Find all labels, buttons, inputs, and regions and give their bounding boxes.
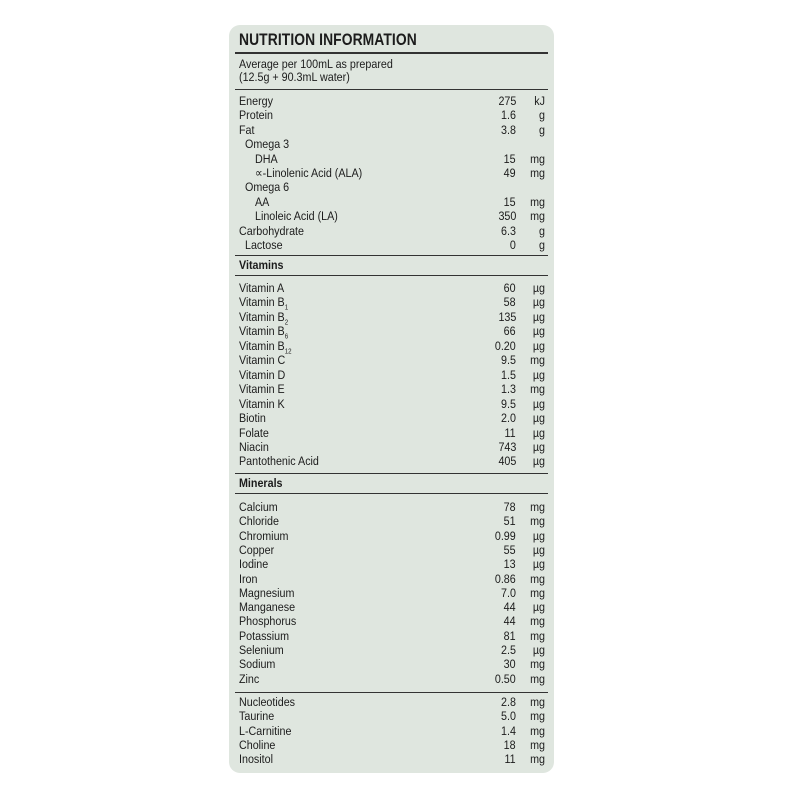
nutrient-value: 55 [504,542,516,557]
nutrient-name-text: Vitamin B [239,295,285,310]
nutrient-subscript: 6 [284,333,289,341]
nutrient-name [239,295,289,312]
nutrient-unit: g [539,238,545,252]
nutrient-name [255,166,362,180]
nutrient-name [239,709,274,723]
nutrient-value: 5.0 [501,709,516,724]
nutrient-unit: mg [530,752,545,767]
nutrient-name-text: Manganese [239,600,296,615]
nutrient-name [239,368,285,382]
nutrient-name-text: Choline [239,737,276,752]
nutrient-name [239,672,259,686]
nutrient-name-text: Calcium [239,500,278,514]
nutrient-name [239,738,275,752]
nutrient-row [229,572,554,586]
nutrient-value: 6.3 [501,223,516,238]
nutrient-name [239,695,295,709]
nutrient-name-text: Protein [239,108,273,123]
nutrient-name-text: Vitamin D [239,367,286,382]
nutrient-name-text: Sodium [239,657,276,672]
nutrient-name [239,224,304,238]
nutrient-unit: g [539,108,545,123]
nutrient-name-text: Pantothenic Acid [239,454,319,469]
nutrient-unit: µg [532,396,545,411]
nutrient-name-text: Vitamin A [239,281,285,295]
nutrient-name-text: Magnesium [239,585,295,600]
nutrient-row [229,324,554,341]
nutrient-name [239,440,269,454]
nutrient-value: 0.99 [495,528,516,543]
nutrient-name-text: Selenium [239,643,284,657]
nutrient-unit: µg [532,542,545,557]
nutrient-name-text: Folate [239,425,269,440]
nutrient-row [229,709,554,723]
nutrient-value: 1.4 [501,723,516,738]
nutrient-value: 49 [504,166,516,180]
nutrient-row [229,224,554,238]
nutrient-name-text: Vitamin E [239,382,285,397]
nutrient-value: 2.8 [501,695,516,709]
nutrient-subscript: 12 [284,348,292,356]
nutrient-value: 11 [504,752,516,767]
nutrient-unit: µg [532,324,545,339]
nutrient-name-text: Nucleotides [239,695,296,709]
nutrient-row [229,586,554,600]
nutrient-unit: µg [532,425,545,440]
nutrient-row [229,500,554,514]
nutrient-row [229,295,554,312]
nutrient-row [229,123,554,137]
nutrient-name-text: Iodine [239,557,269,572]
nutrient-name-text: Energy [239,94,273,108]
nutrient-value: 18 [504,737,516,752]
nutrient-value: 1.5 [501,367,516,382]
nutrient-value: 1.6 [501,108,516,123]
nutrient-value: 2.5 [501,643,516,657]
nutrient-name [239,281,284,295]
panel-title: NUTRITION INFORMATION [239,31,417,49]
nutrient-unit: µg [532,281,545,295]
nutrient-unit: µg [532,309,545,324]
nutrient-name-text: Vitamin B [239,309,285,324]
nutrient-value: 11 [504,425,516,440]
nutrient-row [229,382,554,396]
nutrient-value: 81 [504,628,516,643]
nutrient-row [229,108,554,122]
nutrient-name [239,557,268,571]
minerals-heading: Minerals [239,476,283,490]
nutrient-name [239,752,273,766]
nutrient-value: 9.5 [501,353,516,368]
nutrient-unit: g [539,223,545,238]
nutrient-unit: mg [530,671,545,686]
nutrient-subscript: 2 [284,319,289,327]
nutrient-name-text: Vitamin K [239,396,285,411]
nutrient-name-text: ∝-Linolenic Acid (ALA) [255,166,363,180]
nutrient-row [229,724,554,738]
nutrient-name-text: Potassium [239,628,290,643]
nutrient-row [229,353,554,367]
nutrient-name [239,397,285,411]
nutrient-value: 0 [510,238,516,252]
nutrient-value: 405 [498,454,516,469]
nutrient-name [239,724,291,738]
nutrient-name-text: Zinc [239,671,260,686]
nutrient-row [229,166,554,180]
nutrient-row [229,643,554,657]
nutrient-subscript: 1 [284,304,289,312]
serving-line-1: Average per 100mL as prepared [239,57,393,71]
nutrient-name-text: Vitamin B [239,338,285,353]
nutrient-row [229,614,554,628]
nutrient-value: 0.50 [495,671,516,686]
nutrient-unit: µg [532,367,545,382]
nutrient-value: 51 [504,514,516,529]
nutrient-unit: µg [532,528,545,543]
nutrient-row [229,600,554,614]
nutrient-row [229,94,554,108]
nutrient-unit: mg [530,695,545,709]
nutrient-name [245,180,289,194]
nutrient-value: 66 [504,324,516,339]
nutrient-name-text: DHA [255,151,278,166]
nutrient-row [229,543,554,557]
nutrient-name-text: Fat [239,122,255,137]
nutrient-row [229,695,554,709]
nutrition-panel [229,25,554,773]
nutrient-unit: mg [530,382,545,397]
minerals-heading-rule [235,493,548,494]
nutrient-unit: mg [530,353,545,368]
nutrient-name [239,500,278,514]
nutrient-row [229,152,554,166]
nutrient-unit: µg [532,454,545,469]
nutrient-name-text: Niacin [239,439,269,454]
nutrient-unit: µg [532,295,545,310]
nutrient-name-text: Iron [239,571,258,586]
nutrient-name-text: Taurine [239,709,275,724]
nutrient-value: 44 [504,600,516,615]
nutrient-unit: mg [530,151,545,166]
nutrient-name-text: Chromium [239,528,289,543]
nutrient-name-text: Phosphorus [239,614,297,629]
nutrient-unit: mg [530,723,545,738]
nutrient-name [239,572,257,586]
nutrient-unit: mg [530,166,545,180]
nutrient-name [239,382,285,396]
nutrient-name-text: Omega 3 [245,137,290,152]
nutrient-unit: g [539,122,545,137]
nutrient-value: 1.3 [501,382,516,397]
nutrient-unit: mg [530,571,545,586]
minerals-top-rule [235,473,548,474]
nutrient-name [239,454,319,468]
nutrient-value: 13 [504,557,516,572]
nutrient-value: 44 [504,614,516,629]
nutrient-row [229,238,554,252]
nutrient-row [229,368,554,382]
nutrient-name-text: Vitamin B [239,324,285,339]
nutrient-name [239,586,294,600]
nutrient-unit: mg [530,585,545,600]
nutrient-row [229,629,554,643]
nutrient-name [239,324,289,341]
nutrient-row [229,411,554,425]
nutrient-unit: µg [532,439,545,454]
nutrient-name-text: AA [255,194,270,209]
nutrient-value: 15 [504,194,516,209]
nutrient-row [229,738,554,752]
nutrient-row [229,529,554,543]
nutrient-name [239,94,273,108]
nutrient-name [245,238,283,252]
nutrient-value: 135 [498,309,516,324]
nutrient-unit: mg [530,209,545,224]
nutrient-unit: µg [532,600,545,615]
nutrient-name [255,209,338,223]
nutrient-value: 275 [498,94,516,108]
nutrient-value: 15 [504,151,516,166]
nutrient-value: 60 [504,281,516,295]
nutrient-name-text: Omega 6 [245,180,290,195]
nutrient-unit: µg [532,557,545,572]
nutrient-row [229,338,554,356]
nutrient-name-text: L-Carnitine [239,723,292,738]
nutrient-unit: µg [532,643,545,657]
title-rule [235,52,548,54]
nutrient-row [229,657,554,671]
nutrient-name-text: Biotin [239,411,266,426]
nutrient-value: 0.86 [495,571,516,586]
nutrient-row [229,440,554,454]
nutrient-value: 78 [504,500,516,514]
nutrient-name [245,137,289,151]
nutrient-name [239,629,289,643]
vitamins-heading-rule [235,275,548,276]
nutrient-name [239,353,285,367]
nutrient-row [229,309,554,327]
nutrient-row [229,752,554,766]
nutrient-row [229,137,554,151]
nutrient-value: 7.0 [501,585,516,600]
nutrient-name [239,543,274,557]
nutrient-name-text: Carbohydrate [239,223,304,238]
nutrient-name [239,123,254,137]
nutrient-value: 30 [504,657,516,672]
nutrient-value: 9.5 [501,396,516,411]
nutrient-unit: kJ [534,94,545,108]
nutrient-name-text: Lactose [245,238,283,252]
serving-rule [235,89,548,90]
nutrient-value: 2.0 [501,411,516,426]
nutrient-unit: µg [532,411,545,426]
nutrient-row [229,180,554,194]
nutrient-name [239,426,269,440]
nutrient-row [229,514,554,528]
nutrient-name [239,514,279,528]
others-top-rule [235,692,548,693]
nutrient-row [229,672,554,686]
nutrient-name [239,309,289,327]
nutrient-row [229,195,554,209]
nutrient-name [239,600,295,614]
nutrient-row [229,426,554,440]
nutrient-name [255,152,278,166]
nutrient-name-text: Inositol [239,752,273,767]
nutrient-value: 350 [498,209,516,224]
nutrient-row [229,397,554,411]
nutrient-name [255,195,269,209]
nutrient-unit: mg [530,514,545,529]
nutrient-name [239,529,288,543]
nutrient-name [239,108,273,122]
nutrient-unit: mg [530,657,545,672]
nutrient-unit: mg [530,737,545,752]
nutrient-unit: mg [530,709,545,724]
nutrient-row [229,281,554,295]
nutrient-value: 58 [504,295,516,310]
nutrient-name-text: Copper [239,542,275,557]
vitamins-heading: Vitamins [239,258,284,272]
nutrient-row [229,557,554,571]
vitamins-top-rule [235,255,548,256]
nutrient-value: 3.8 [501,122,516,137]
nutrient-name-text: Vitamin C [239,353,286,368]
nutrient-row [229,454,554,468]
nutrient-unit: mg [530,614,545,629]
nutrient-name-text: Linoleic Acid (LA) [255,209,338,224]
nutrient-name [239,614,296,628]
nutrient-unit: mg [530,628,545,643]
nutrient-unit: µg [532,338,545,353]
nutrient-unit: mg [530,500,545,514]
nutrient-name [239,338,292,356]
nutrient-unit: mg [530,194,545,209]
nutrient-name [239,657,275,671]
nutrient-name [239,643,284,657]
nutrient-row [229,209,554,223]
serving-line-2: (12.5g + 90.3mL water) [239,70,350,84]
nutrient-value: 0.20 [495,338,516,353]
nutrient-name [239,411,266,425]
nutrient-name-text: Chloride [239,514,279,529]
nutrient-value: 743 [498,439,516,454]
